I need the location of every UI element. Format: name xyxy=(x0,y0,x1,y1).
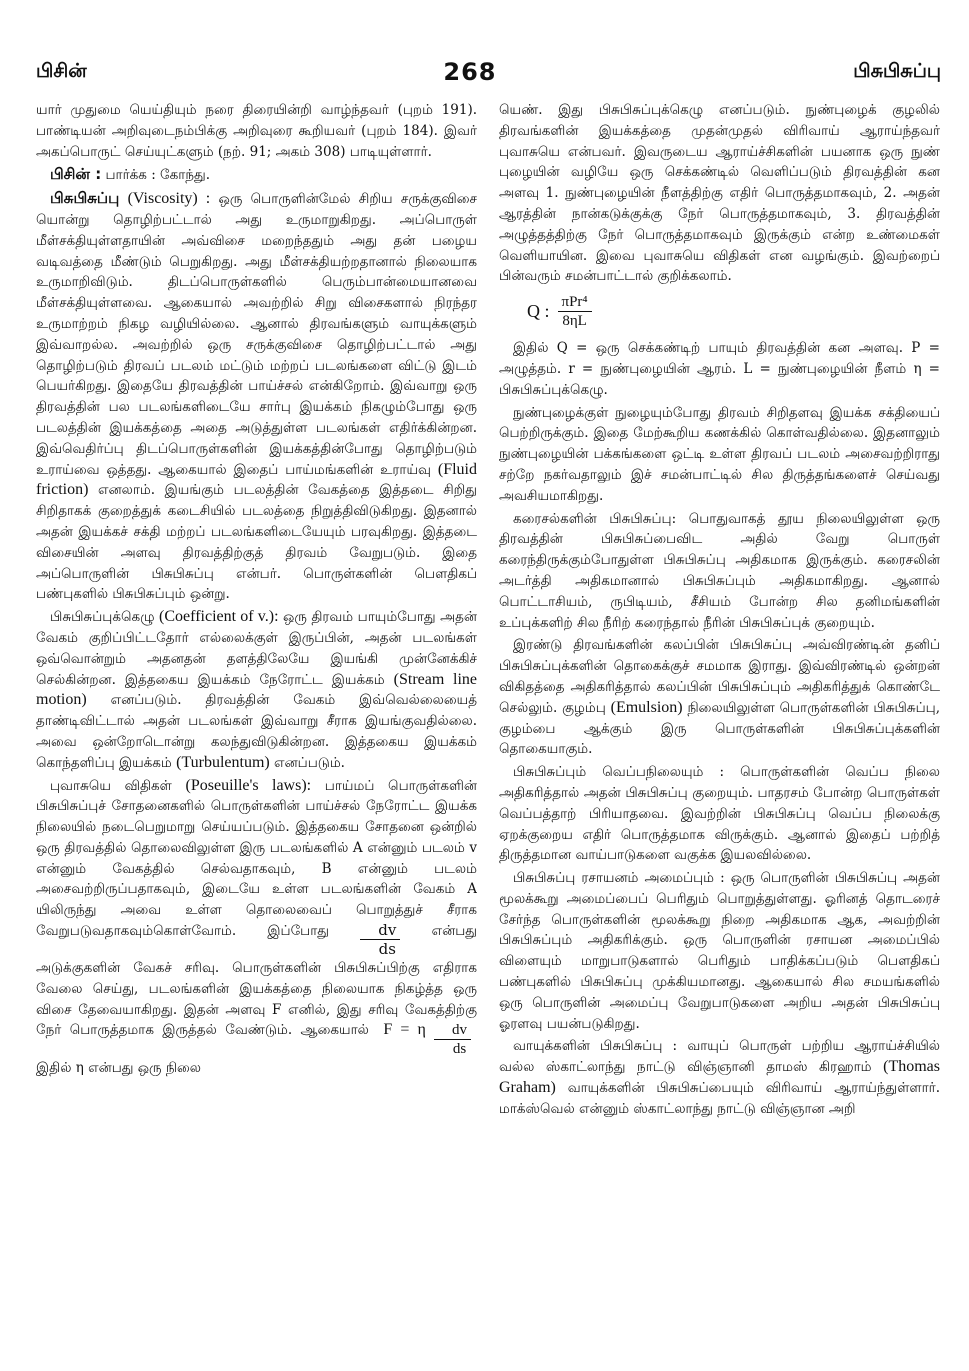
fraction-denominator: ds xyxy=(452,1041,467,1058)
paragraph-text: ஒரு பொருளின் பிசுபிசுப்பு அதன் மூலக்கூறு அமைப்பைப் பெரிதும் பொறுத்துள்ளது. ஓரினத் தொடரைச் சேர்ந்த பொருள்களின் மூலக்கூறு நிறை அதிகமாக ஆக, அவற்றின் பிசுபிசுப்பும் அதிகரிக்கும். ஒரு பொருளின் ரசாயன அமைப்பில் விளையும் மாறுபாடுகளால் பெரிதும் பாதிக்கப்படும் பௌதிகப் பண்புகளில் பிசுபிசுப்பு முக்கியமானது. ஆகையால் சில சமயங்களில் ஒரு பொருளின் அமைப்பு வேறுபாடுகளை அறிய அதன் பிசுபிசுப்பு ஓரளவு பயன்படுகிறது. xyxy=(499,870,940,1032)
entry-pisin xyxy=(36,164,477,186)
equation-fraction xyxy=(558,293,592,330)
subentry-coefficient xyxy=(36,607,477,773)
subheading: பிசுபிசுப்புக்கெழு xyxy=(50,609,155,626)
velocity-gradient-fraction xyxy=(360,921,400,958)
equation-lhs: Q : xyxy=(527,301,550,322)
subheading: பிசுபிசுப்பு ரசாயனம் அமைப்பும் : xyxy=(513,870,725,887)
paragraph-text: இதில் η என்பது ஒரு நிலை xyxy=(36,1060,202,1077)
paragraph-text: இரண்டு திரவங்களின் கலப்பின் பிசுபிசுப்பு அவ்விரண்டின் தனிப் பிசுபிசுப்புக்களின் தொகைக்குச் சமமாக இராது. இவ்விரண்டில் ஒன்றன் விகிதத்தை அதிகரித்தால் கலப்பின் பிசுபிசுப்பும் அதிகரித்துக் கொண்டே செல்லும். குழம்பு xyxy=(499,637,940,716)
english-term: (Emulsion) xyxy=(610,698,683,716)
english-term: (Stream line motion) xyxy=(36,670,477,709)
english-term: (Thomas Graham) xyxy=(499,1058,940,1097)
subentry-gases xyxy=(499,1036,940,1119)
paragraph-text: பாய்மப் பொருள்களின் பிசுபிசுப்புச் சோதனைகளில் பொருள்களின் பாய்ச்சல் நேரோட்ட இயக்க நிலையில் நடைபெறுமாறு செய்யப்படும். இத்தகைய சோதனை ஒன்றில் ஒரு திரவத்தில் தொலைவிலுள்ள இரு படலங்களில் A என்னும் படலம் v என்னும் வேகத்தில் செல்வதாகவும், B என்னும் படலம் அசைவற்றிருப்பதாகவும், இடையே உள்ள படலங்களின் வேகம் A யிலிருந்து அவை உள்ள தொலைவைப் பொறுத்துச் சீராக வேறுபடுவதாகவும்கொள்வோம். இப்போது xyxy=(36,777,477,940)
paragraph: நுண்புழைக்குள் நுழையும்போது திரவம் சிறிதளவு இயக்க சக்தியைப் பெற்றிருக்கும். இதை மேற்கூறிய கணக்கில் கொள்வதில்லை. இதனாலும் நுண்புழையின் பக்கங்களை ஒட்டி உள்ள திரவப் படலம் அசைவற்றிராது சற்றே நகர்வதாலும் இச் சமன்பாட்டில் சில திருத்தங்களைச் செய்வது அவசியமாகிறது. xyxy=(499,404,940,504)
paragraph-text: பொதுவாகத் தூய நிலையிலுள்ள ஒரு திரவத்தின் பிசுபிசுப்பைவிட அதில் வேறு பொருள் கரைந்திருக்கும்போதுள்ள பிசுபிசுப்பு அதிகமாக இருக்கும். கரைசலின் அடர்த்தி அதிகமானால் பிசுபிசுப்பும் அதிகமாகிறது. ஆனால் பொட்டாசியம், ருபிடியம், சீசியம் போன்ற சில தனிமங்களின் உப்புக்களிற் சில நீரிற் கரைந்தால் நீரின் பிசுபிசுப்புக் குறையும். xyxy=(499,510,940,631)
paragraph-text: எனலாம். இயங்கும் படலத்தின் வேகத்தை இத்தடை சிறிது சிறிதாகக் குறைத்துக் கடைசியில் படலத்தை நிறுத்திவிடுகிறது. இதனால் அதன் இயக்கச் சக்தி மற்றப் படலங்களிடையேயும் பரவுகிறது. இத்தடை விசையின் அளவு திரவத்திற்குத் திரவம் வேறுபடும். இதை அப்பொருளின் பிசுபிசுப்பு என்பர். பொருள்களின் பௌதிகப் பண்புகளில் பிசுபிசுப்பும் ஒன்று. xyxy=(36,482,477,603)
english-term: (Coefficient of v.): xyxy=(159,608,279,626)
entry-headword: பிசின் : xyxy=(50,165,102,184)
fraction-numerator: πPr⁴ xyxy=(558,293,592,312)
english-term: (Turbulentum) xyxy=(176,753,270,771)
page-number: 268 xyxy=(443,58,497,86)
running-header xyxy=(36,52,941,92)
right-column xyxy=(499,100,940,1351)
subentry-solutions xyxy=(499,509,940,634)
paragraph-text: எனப்படும். திரவத்தின் வேகம் இவ்வெல்லையைத் தாண்டிவிட்டால் அதன் படலங்கள் இவ்வாறு சீராக இயங்குவதில்லை. அவை ஒன்றோடொன்று கலந்துவிடுகின்றன. இத்தகைய இயக்கம் கொந்தளிப்பு இயக்கம் xyxy=(36,692,477,771)
paragraph-text: வாயுக்களின் பிசுபிசுப்பையும் விரிவாய் ஆராய்ந்துள்ளார். மாக்ஸ்வெல் என்னும் ஸ்காட்லாந்து நாட்டு விஞ்ஞான அறி xyxy=(499,1080,940,1117)
paragraph: யெண். இது பிசுபிசுப்புக்கெழு எனப்படும். நுண்புழைக் குழலில் திரவங்களின் இயக்கத்தை முதன்முதல் விரிவாய் ஆராய்ந்தவர் புவாசுயெ என்பவர். இவருடைய ஆராய்ச்சிகளின் பயனாக ஒரு நுண் புழையின் வழியே ஒரு செக்கண்டில் வெளிப்படும் திரவத்தின் கன அளவு 1. நுண்புழையின் நீளத்திற்கு எதிர் பொருத்தமாகவும், 2. அதன் ஆரத்தின் நான்கடுக்குக்கு நேர் பொருத்தமாகவும், 3. திரவத்தின் அழுத்தத்திற்கு நேர் பொருத்தமாகவும் இருக்கும் என்ற உண்மைகள் வெளியாயின. இவை புவாசுயெ விதிகள் என வழங்கும். இவற்றைப் பின்வரும் சமன்பாட்டால் குறிக்கலாம். xyxy=(499,102,940,285)
subheading: வாயுக்களின் பிசுபிசுப்பு : xyxy=(513,1038,678,1055)
equation-fraction xyxy=(434,1021,471,1058)
fraction-denominator: 8ηL xyxy=(562,313,587,330)
header-right-word: பிசுபிசுப்பு xyxy=(853,59,941,82)
subentry-temperature xyxy=(499,762,940,866)
subentry-poiseuille xyxy=(36,776,477,1080)
left-column xyxy=(36,100,477,1351)
paragraph-text: பொருள்களின் வெப்ப நிலை அதிகரித்தால் அதன் பிசுபிசுப்பு குறையும். பாதரசம் போன்ற பொருள்கள் வெப்பத்தாற் பிரியாதவை. இவற்றின் பிசுபிசுப்பு வெப்ப நிலைக்கு ஏறக்குறைய எதிர் பொருத்தமாக விருக்கும். ஆனால் இதைப் பற்றித் திருத்தமான வாய்பாடுகளை வகுக்க இயலவில்லை. xyxy=(499,764,940,864)
subheading: பிசுபிசுப்பும் வெப்பநிலையும் : xyxy=(513,764,725,781)
entry-viscosity xyxy=(36,188,477,605)
paragraph-text: ஒரு பொருளின்மேல் சிறிய சருக்குவிசை யொன்று தொழிற்பட்டால் அது உருமாறுகிறது. அப்பொருள் மீள்சக்தியுள்ளதாயின் அவ்விசை மறைந்ததும் அது தன் பழைய வடிவத்தை மீண்டும் பெறுகிறது. அது மீள்சக்தியற்றதானால் நிலையாக உருமாறிவிடும். திடப்பொருள்களில் பெரும்பான்மையானவை மீள்சக்தியுள்ளவை. ஆகையால் அவற்றில் சிறு விசைகளால் நிரந்தர உருமாற்றம் நிகழ வழியில்லை. ஆனால் திரவங்களும் வாயுக்களும் இவ்வாறல்ல. அவற்றில் ஒரு சருக்குவிசை தொழிற்பட்டால் அது தொழிற்படும் திரவப் படலம் மட்டும் மற்றப் படலங்களை விட்டு இடம் பெயர்கிறது. இதையே திரவத்தின் பாய்ச்சல் என்கிறோம். இவ்வாறு ஒரு திரவத்தின் பல படலங்களிடையே சார்பு இயக்கம் நிகழும்போது ஒரு படலத்தின் இயக்கத்தை அதை அடுத்துள்ள படலங்கள் எதிர்க்கின்றன. இவ்வெதிர்ப்பு திடப்பொருள்களின் இயக்கத்தின்போது தொழிற்படும் உராய்வை ஒத்தது. ஆகையால் இதைப் பாய்மங்களின் உராய்வு xyxy=(36,191,477,478)
two-column-body xyxy=(36,100,941,1351)
english-term: (Viscosity) : xyxy=(127,190,211,208)
subheading: கரைசல்களின் பிசுபிசுப்பு: xyxy=(513,510,677,527)
english-term: (Fluid friction) xyxy=(36,460,477,499)
entry-headword: பிசுபிசுப்பு xyxy=(50,189,120,208)
paragraph-text: எனப்படும். xyxy=(274,754,345,771)
force-equation xyxy=(383,1021,471,1058)
paragraph-text: என்பது அடுக்குகளின் வேகச் சரிவு. பொருள்களின் பிசுபிசுப்பிற்கு எதிராக வேலை செய்து, படலங்களின் இயக்கத்தை நிலையாக நிகழ்த்த ஒரு விசை தேவையாகிறது. இதன் அளவு F எனில், இது சரிவு வேகத்திற்கு நேர் பொருத்தமாக இருத்தல் வேண்டும். ஆகையால் xyxy=(36,923,477,1039)
poiseuille-equation xyxy=(527,293,940,330)
fraction-denominator: ds xyxy=(378,940,396,959)
equation-lhs: F = η xyxy=(383,1021,426,1039)
subheading: புவாசுயெ விதிகள் xyxy=(50,777,172,794)
english-term: (Poseuille's laws): xyxy=(185,776,312,794)
paragraph: இதில் Q = ஒரு செக்கண்டிற் பாயும் திரவத்தின் கன அளவு. P = அழுத்தம். r = நுண்புழையின் ஆரம். L = நுண்புழையின் நீளம் η = பிசுபிசுப்புக்கெழு. xyxy=(499,340,940,398)
fraction-numerator: dv xyxy=(434,1021,471,1040)
paragraph-text: வாயுப் பொருள் பற்றிய ஆராய்ச்சியில் வல்ல ஸ்காட்லாந்து நாட்டு விஞ்ஞானி தாமஸ் கிரஹாம் xyxy=(499,1038,940,1076)
paragraph: யார் முதுமை யெய்தியும் நரை திரையின்றி வாழ்ந்தவர் (புறம் 191). பாண்டியன் அறிவுடைநம்பிக்கு அறிவுரை கூறியவர் (புறம் 184). இவர் அகப்பொருட் செய்யுட்களும் (நற். 91; அகம் 308) பாடியுள்ளார். xyxy=(36,102,477,160)
cross-reference: பார்க்க : கோந்து. xyxy=(105,167,210,184)
header-left-word: பிசின் xyxy=(36,59,87,82)
subentry-chemical-structure xyxy=(499,868,940,1034)
paragraph-text: ஒரு திரவம் பாயும்போது அதன் வேகம் குறிப்பிட்டதோர் எல்லைக்குள் இருப்பின், அதன் படலங்கள் ஒவ்வொன்றும் அதனதன் தளத்திலேயே இயங்கி முன்னேக்கிச் செல்கின்றன. இத்தகைய இயக்கம் நேரோட்ட இயக்கம் xyxy=(36,609,477,688)
paragraph-text: நிலையிலுள்ள பொருள்களின் பிசுபிசுப்பு, குழம்பை ஆக்கும் இரு பொருள்களின் பிசுபிசுப்புக்களின் தொகையாகும். xyxy=(499,699,940,758)
fraction-numerator: dv xyxy=(360,921,400,940)
paragraph-mixtures xyxy=(499,635,940,760)
